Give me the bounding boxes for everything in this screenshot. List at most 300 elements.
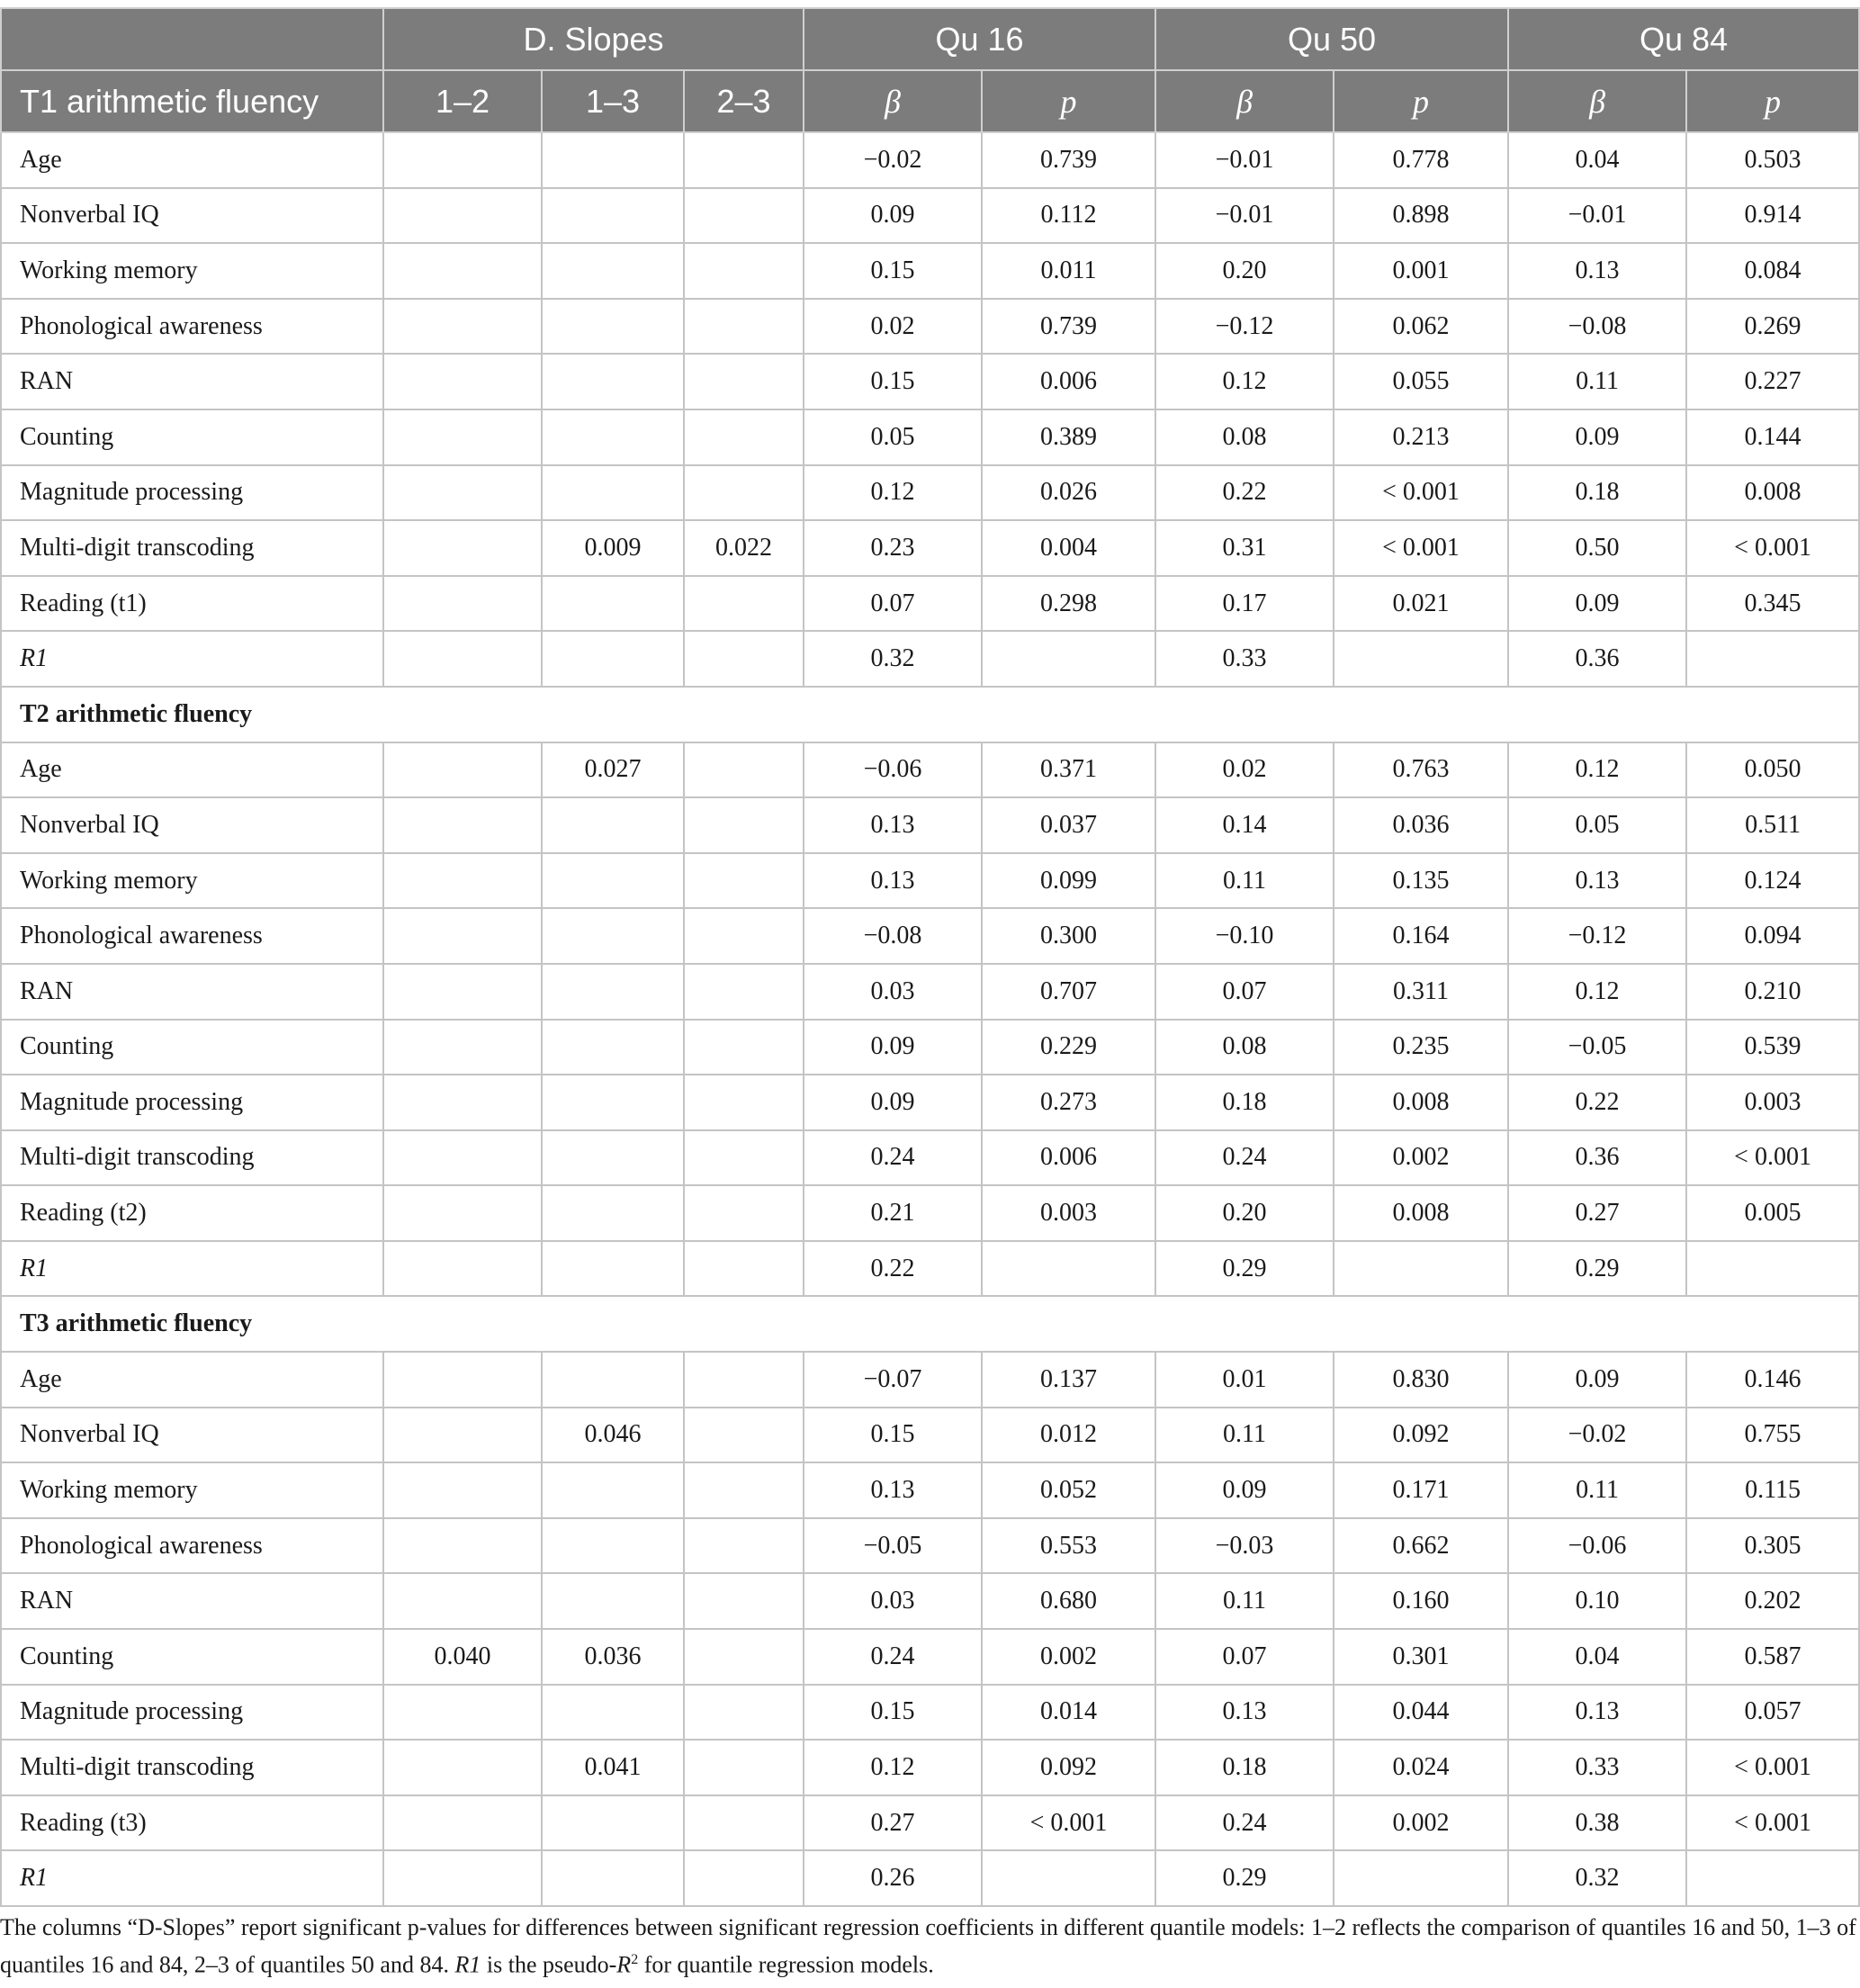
cell-p-qu50 [1334, 1241, 1508, 1297]
cell-slope-1-2 [383, 354, 542, 409]
cell-slope-1-3 [542, 1850, 684, 1906]
cell-p-qu16: 0.300 [982, 908, 1155, 964]
footnote-text-3: for quantile regression models. [638, 1951, 934, 1978]
cell-beta-qu50: 0.33 [1155, 631, 1334, 687]
cell-p-qu50: 0.055 [1334, 354, 1508, 409]
cell-p-qu50: 0.171 [1334, 1462, 1508, 1518]
cell-p-qu16: 0.092 [982, 1740, 1155, 1795]
cell-p-qu16: 0.371 [982, 742, 1155, 798]
cell-p-qu84 [1686, 631, 1859, 687]
cell-slope-1-3 [542, 908, 684, 964]
cell-p-qu16: 0.037 [982, 797, 1155, 853]
cell-beta-qu16: 0.15 [804, 354, 982, 409]
section-heading-row [1, 1296, 1859, 1352]
cell-slope-1-3 [542, 797, 684, 853]
cell-slope-1-2 [383, 1241, 542, 1297]
table-row [1, 465, 1859, 521]
cell-p-qu84: 0.005 [1686, 1185, 1859, 1241]
cell-beta-qu84: 0.13 [1508, 1685, 1686, 1741]
cell-beta-qu16: 0.13 [804, 853, 982, 909]
cell-beta-qu50: 0.11 [1155, 853, 1334, 909]
cell-p-qu50: 0.002 [1334, 1130, 1508, 1186]
cell-p-qu16: 0.006 [982, 1130, 1155, 1186]
cell-beta-qu50: 0.14 [1155, 797, 1334, 853]
cell-beta-qu84: 0.13 [1508, 243, 1686, 299]
cell-slope-1-2 [383, 1740, 542, 1795]
cell-beta-qu50: 0.13 [1155, 1685, 1334, 1741]
header-beta-qu16: β [804, 70, 982, 132]
cell-p-qu50: 0.024 [1334, 1740, 1508, 1795]
cell-p-qu16: 0.298 [982, 576, 1155, 632]
cell-p-qu84: 0.914 [1686, 188, 1859, 244]
row-label: Magnitude processing [1, 1075, 383, 1130]
cell-p-qu84: 0.146 [1686, 1352, 1859, 1408]
cell-p-qu50 [1334, 631, 1508, 687]
table-header [1, 8, 1859, 132]
footnote-sup: 2 [631, 1952, 639, 1967]
header-beta-qu50: β [1155, 70, 1334, 132]
section-heading-row [1, 687, 1859, 742]
table-row [1, 742, 1859, 798]
footnote-text-2: is the pseudo- [481, 1951, 617, 1978]
cell-beta-qu84: 0.11 [1508, 1462, 1686, 1518]
row-label: RAN [1, 964, 383, 1020]
cell-p-qu50: 0.062 [1334, 299, 1508, 355]
cell-beta-qu16: −0.05 [804, 1518, 982, 1574]
cell-p-qu16: 0.002 [982, 1629, 1155, 1685]
table-row [1, 1185, 1859, 1241]
cell-beta-qu84: 0.38 [1508, 1795, 1686, 1851]
cell-p-qu16: 0.229 [982, 1020, 1155, 1075]
cell-slope-1-2 [383, 964, 542, 1020]
cell-beta-qu16: 0.05 [804, 409, 982, 465]
cell-slope-1-2 [383, 797, 542, 853]
cell-slope-1-2 [383, 1462, 542, 1518]
table-row [1, 520, 1859, 576]
cell-slope-1-3 [542, 1795, 684, 1851]
cell-slope-1-3 [542, 465, 684, 521]
cell-beta-qu16: 0.07 [804, 576, 982, 632]
cell-beta-qu16: 0.09 [804, 188, 982, 244]
row-label: Age [1, 132, 383, 188]
cell-p-qu84: < 0.001 [1686, 1795, 1859, 1851]
cell-beta-qu16: 0.22 [804, 1241, 982, 1297]
row-label: Age [1, 742, 383, 798]
cell-slope-1-3 [542, 631, 684, 687]
cell-beta-qu50: 0.18 [1155, 1740, 1334, 1795]
cell-slope-2-3 [684, 1850, 804, 1906]
cell-beta-qu84: −0.01 [1508, 188, 1686, 244]
footnote-text-1: The columns “D-Slopes” report significant p-values for differences between significant regression coefficients in different quantile models: 1–2 reflects the comparison of quantiles 16 and 50, 1–3 of quantiles 16 and 84, 2–3 of quantiles 50 and 84. [0, 1914, 1856, 1978]
table-row [1, 1685, 1859, 1741]
header-qu16: Qu 16 [804, 8, 1155, 70]
cell-beta-qu16: 0.24 [804, 1629, 982, 1685]
cell-beta-qu50: 0.08 [1155, 1020, 1334, 1075]
row-label: Multi-digit transcoding [1, 1130, 383, 1186]
cell-p-qu16: 0.004 [982, 520, 1155, 576]
cell-slope-1-3 [542, 409, 684, 465]
cell-slope-2-3 [684, 1075, 804, 1130]
cell-beta-qu50: 0.24 [1155, 1130, 1334, 1186]
cell-beta-qu50: 0.20 [1155, 243, 1334, 299]
cell-p-qu16: 0.014 [982, 1685, 1155, 1741]
table-container [0, 7, 1858, 1907]
cell-beta-qu50: −0.12 [1155, 299, 1334, 355]
cell-p-qu50: 0.135 [1334, 853, 1508, 909]
cell-p-qu84: 0.210 [1686, 964, 1859, 1020]
regression-table [0, 7, 1860, 1907]
table-row [1, 354, 1859, 409]
cell-slope-2-3 [684, 964, 804, 1020]
cell-slope-1-2 [383, 520, 542, 576]
cell-beta-qu50: −0.03 [1155, 1518, 1334, 1574]
cell-p-qu84: < 0.001 [1686, 1130, 1859, 1186]
table-row [1, 188, 1859, 244]
cell-slope-2-3 [684, 1185, 804, 1241]
cell-slope-2-3 [684, 243, 804, 299]
cell-slope-2-3 [684, 908, 804, 964]
cell-p-qu50: 0.662 [1334, 1518, 1508, 1574]
cell-slope-1-2 [383, 1685, 542, 1741]
cell-p-qu50: 0.164 [1334, 908, 1508, 964]
table-row [1, 1020, 1859, 1075]
row-label: R1 [1, 1850, 383, 1906]
cell-beta-qu84: 0.12 [1508, 742, 1686, 798]
cell-beta-qu84: −0.08 [1508, 299, 1686, 355]
section-title: T3 arithmetic fluency [1, 1296, 1859, 1352]
cell-p-qu84: < 0.001 [1686, 1740, 1859, 1795]
cell-beta-qu50: 0.29 [1155, 1241, 1334, 1297]
cell-beta-qu84: 0.29 [1508, 1241, 1686, 1297]
table-row [1, 908, 1859, 964]
cell-beta-qu84: 0.11 [1508, 354, 1686, 409]
cell-beta-qu16: −0.08 [804, 908, 982, 964]
table-row [1, 243, 1859, 299]
cell-slope-1-3: 0.041 [542, 1740, 684, 1795]
cell-beta-qu16: 0.21 [804, 1185, 982, 1241]
cell-p-qu50: 0.002 [1334, 1795, 1508, 1851]
cell-slope-1-3 [542, 188, 684, 244]
cell-slope-1-2 [383, 1075, 542, 1130]
cell-p-qu16: < 0.001 [982, 1795, 1155, 1851]
cell-beta-qu84: 0.05 [1508, 797, 1686, 853]
footnote-r1: R1 [454, 1951, 481, 1978]
header-empty-cell [1, 8, 383, 70]
table-row [1, 576, 1859, 632]
cell-slope-2-3 [684, 1408, 804, 1463]
cell-p-qu84 [1686, 1850, 1859, 1906]
cell-beta-qu84: 0.18 [1508, 465, 1686, 521]
cell-slope-1-3 [542, 1075, 684, 1130]
table-row [1, 1573, 1859, 1629]
cell-slope-2-3 [684, 1740, 804, 1795]
cell-beta-qu16: 0.09 [804, 1020, 982, 1075]
cell-p-qu16: 0.011 [982, 243, 1155, 299]
cell-p-qu50: 0.778 [1334, 132, 1508, 188]
row-label: Nonverbal IQ [1, 188, 383, 244]
cell-slope-1-2 [383, 188, 542, 244]
cell-p-qu16 [982, 631, 1155, 687]
cell-beta-qu16: 0.26 [804, 1850, 982, 1906]
cell-beta-qu16: 0.27 [804, 1795, 982, 1851]
cell-beta-qu50: 0.01 [1155, 1352, 1334, 1408]
cell-slope-2-3 [684, 299, 804, 355]
cell-beta-qu50: 0.11 [1155, 1573, 1334, 1629]
cell-p-qu50: 0.301 [1334, 1629, 1508, 1685]
cell-beta-qu84: 0.33 [1508, 1740, 1686, 1795]
cell-p-qu50: 0.008 [1334, 1075, 1508, 1130]
table-row [1, 1075, 1859, 1130]
cell-slope-1-3: 0.036 [542, 1629, 684, 1685]
cell-beta-qu16: 0.13 [804, 1462, 982, 1518]
table-row [1, 299, 1859, 355]
cell-slope-1-2 [383, 1518, 542, 1574]
cell-slope-2-3 [684, 1518, 804, 1574]
cell-slope-1-2 [383, 576, 542, 632]
cell-beta-qu50: 0.20 [1155, 1185, 1334, 1241]
cell-p-qu84: 0.539 [1686, 1020, 1859, 1075]
cell-beta-qu50: 0.22 [1155, 465, 1334, 521]
cell-beta-qu84: 0.04 [1508, 1629, 1686, 1685]
cell-p-qu50: 0.763 [1334, 742, 1508, 798]
cell-p-qu84: 0.345 [1686, 576, 1859, 632]
cell-beta-qu16: 0.15 [804, 1685, 982, 1741]
header-p-qu16: p [982, 70, 1155, 132]
cell-p-qu50: 0.092 [1334, 1408, 1508, 1463]
cell-beta-qu84: −0.02 [1508, 1408, 1686, 1463]
cell-beta-qu50: 0.08 [1155, 409, 1334, 465]
table-row [1, 1740, 1859, 1795]
cell-beta-qu50: 0.07 [1155, 1629, 1334, 1685]
header-slope-1-2: 1–2 [383, 70, 542, 132]
table-row [1, 409, 1859, 465]
row-label: Working memory [1, 243, 383, 299]
cell-p-qu50: 0.311 [1334, 964, 1508, 1020]
cell-beta-qu50: 0.31 [1155, 520, 1334, 576]
cell-p-qu84: 0.305 [1686, 1518, 1859, 1574]
cell-p-qu84 [1686, 1241, 1859, 1297]
cell-slope-1-3: 0.027 [542, 742, 684, 798]
cell-beta-qu84: 0.09 [1508, 1352, 1686, 1408]
cell-beta-qu50: 0.29 [1155, 1850, 1334, 1906]
cell-p-qu84: 0.587 [1686, 1629, 1859, 1685]
cell-slope-1-2 [383, 409, 542, 465]
cell-slope-1-3 [542, 354, 684, 409]
footnote-r: R [616, 1951, 632, 1978]
cell-p-qu84: 0.008 [1686, 465, 1859, 521]
cell-beta-qu16: 0.15 [804, 243, 982, 299]
cell-p-qu16 [982, 1850, 1155, 1906]
cell-slope-2-3 [684, 576, 804, 632]
row-label: Working memory [1, 1462, 383, 1518]
header-beta-qu84: β [1508, 70, 1686, 132]
cell-p-qu50 [1334, 1850, 1508, 1906]
cell-p-qu16: 0.112 [982, 188, 1155, 244]
table-row [1, 1130, 1859, 1186]
cell-p-qu50: 0.830 [1334, 1352, 1508, 1408]
cell-p-qu16: 0.006 [982, 354, 1155, 409]
cell-slope-1-3: 0.046 [542, 1408, 684, 1463]
cell-p-qu84: 0.124 [1686, 853, 1859, 909]
cell-beta-qu84: −0.12 [1508, 908, 1686, 964]
table-row [1, 1408, 1859, 1463]
cell-slope-1-2 [383, 631, 542, 687]
cell-p-qu50: < 0.001 [1334, 465, 1508, 521]
cell-p-qu50: 0.044 [1334, 1685, 1508, 1741]
row-label: RAN [1, 354, 383, 409]
cell-beta-qu50: −0.10 [1155, 908, 1334, 964]
cell-beta-qu84: 0.50 [1508, 520, 1686, 576]
table-row [1, 1352, 1859, 1408]
cell-slope-2-3 [684, 797, 804, 853]
cell-p-qu16 [982, 1241, 1155, 1297]
cell-p-qu50: 0.008 [1334, 1185, 1508, 1241]
cell-slope-1-2 [383, 1573, 542, 1629]
cell-beta-qu84: 0.27 [1508, 1185, 1686, 1241]
table-row [1, 1795, 1859, 1851]
cell-p-qu84: 0.202 [1686, 1573, 1859, 1629]
cell-slope-1-2: 0.040 [383, 1629, 542, 1685]
cell-beta-qu16: 0.12 [804, 1740, 982, 1795]
cell-p-qu84: 0.755 [1686, 1408, 1859, 1463]
cell-beta-qu50: 0.07 [1155, 964, 1334, 1020]
cell-slope-1-2 [383, 853, 542, 909]
cell-beta-qu16: 0.24 [804, 1130, 982, 1186]
cell-p-qu50: 0.898 [1334, 188, 1508, 244]
cell-slope-2-3 [684, 1795, 804, 1851]
table-row [1, 964, 1859, 1020]
cell-slope-1-3 [542, 964, 684, 1020]
cell-beta-qu84: 0.12 [1508, 964, 1686, 1020]
header-p-qu84: p [1686, 70, 1859, 132]
cell-slope-2-3 [684, 1130, 804, 1186]
section-title: T2 arithmetic fluency [1, 687, 1859, 742]
cell-slope-1-2 [383, 1130, 542, 1186]
cell-slope-1-2 [383, 1020, 542, 1075]
row-label: Multi-digit transcoding [1, 1740, 383, 1795]
header-d-slopes: D. Slopes [383, 8, 804, 70]
table-footnote [0, 1912, 1858, 1982]
cell-p-qu84: 0.269 [1686, 299, 1859, 355]
cell-beta-qu16: 0.09 [804, 1075, 982, 1130]
cell-slope-2-3 [684, 354, 804, 409]
cell-slope-1-2 [383, 465, 542, 521]
cell-slope-2-3 [684, 1629, 804, 1685]
table-row [1, 1241, 1859, 1297]
cell-beta-qu84: 0.09 [1508, 576, 1686, 632]
table-row [1, 1518, 1859, 1574]
cell-slope-1-3 [542, 132, 684, 188]
cell-slope-1-3 [542, 1518, 684, 1574]
cell-p-qu16: 0.003 [982, 1185, 1155, 1241]
cell-slope-2-3 [684, 742, 804, 798]
cell-beta-qu50: 0.09 [1155, 1462, 1334, 1518]
cell-slope-1-3 [542, 299, 684, 355]
cell-beta-qu50: 0.11 [1155, 1408, 1334, 1463]
cell-beta-qu50: −0.01 [1155, 188, 1334, 244]
table-body [1, 132, 1859, 1906]
table-row [1, 1462, 1859, 1518]
row-label: Nonverbal IQ [1, 797, 383, 853]
cell-p-qu50: 0.213 [1334, 409, 1508, 465]
cell-slope-2-3 [684, 1573, 804, 1629]
cell-slope-2-3 [684, 1462, 804, 1518]
cell-slope-2-3 [684, 1020, 804, 1075]
table-row [1, 132, 1859, 188]
row-label: R1 [1, 1241, 383, 1297]
cell-p-qu50: 0.021 [1334, 576, 1508, 632]
cell-p-qu84: 0.144 [1686, 409, 1859, 465]
row-label: Counting [1, 409, 383, 465]
row-label: RAN [1, 1573, 383, 1629]
cell-beta-qu50: 0.02 [1155, 742, 1334, 798]
cell-slope-2-3 [684, 409, 804, 465]
row-label: Reading (t3) [1, 1795, 383, 1851]
cell-p-qu50: 0.160 [1334, 1573, 1508, 1629]
cell-beta-qu84: 0.36 [1508, 631, 1686, 687]
cell-slope-2-3 [684, 631, 804, 687]
cell-slope-1-2 [383, 1850, 542, 1906]
cell-slope-1-3 [542, 1685, 684, 1741]
cell-beta-qu84: 0.22 [1508, 1075, 1686, 1130]
row-label: Working memory [1, 853, 383, 909]
cell-p-qu16: 0.739 [982, 132, 1155, 188]
cell-slope-1-3 [542, 243, 684, 299]
cell-beta-qu16: 0.12 [804, 465, 982, 521]
cell-slope-1-3 [542, 1462, 684, 1518]
cell-beta-qu84: 0.10 [1508, 1573, 1686, 1629]
cell-slope-2-3 [684, 132, 804, 188]
cell-p-qu16: 0.389 [982, 409, 1155, 465]
cell-p-qu50: 0.036 [1334, 797, 1508, 853]
cell-slope-2-3: 0.022 [684, 520, 804, 576]
cell-beta-qu16: 0.23 [804, 520, 982, 576]
cell-slope-2-3 [684, 853, 804, 909]
cell-beta-qu50: −0.01 [1155, 132, 1334, 188]
row-label: Counting [1, 1629, 383, 1685]
row-label: Counting [1, 1020, 383, 1075]
cell-beta-qu84: 0.32 [1508, 1850, 1686, 1906]
row-label: Age [1, 1352, 383, 1408]
cell-p-qu16: 0.273 [982, 1075, 1155, 1130]
cell-p-qu84: 0.503 [1686, 132, 1859, 188]
cell-slope-1-2 [383, 1185, 542, 1241]
cell-slope-1-3 [542, 1020, 684, 1075]
cell-slope-1-2 [383, 1408, 542, 1463]
cell-beta-qu16: 0.32 [804, 631, 982, 687]
cell-beta-qu16: −0.02 [804, 132, 982, 188]
cell-beta-qu84: −0.06 [1508, 1518, 1686, 1574]
cell-beta-qu16: 0.03 [804, 964, 982, 1020]
header-p-qu50: p [1334, 70, 1508, 132]
cell-p-qu50: 0.235 [1334, 1020, 1508, 1075]
row-label: Phonological awareness [1, 1518, 383, 1574]
cell-beta-qu16: −0.07 [804, 1352, 982, 1408]
cell-beta-qu84: 0.13 [1508, 853, 1686, 909]
cell-beta-qu16: 0.03 [804, 1573, 982, 1629]
cell-p-qu84: 0.115 [1686, 1462, 1859, 1518]
row-label: Magnitude processing [1, 465, 383, 521]
cell-slope-1-2 [383, 1795, 542, 1851]
cell-p-qu84: 0.084 [1686, 243, 1859, 299]
cell-slope-1-2 [383, 1352, 542, 1408]
row-label: Magnitude processing [1, 1685, 383, 1741]
cell-slope-1-2 [383, 742, 542, 798]
cell-slope-2-3 [684, 1685, 804, 1741]
cell-beta-qu84: 0.36 [1508, 1130, 1686, 1186]
cell-slope-2-3 [684, 1352, 804, 1408]
cell-slope-2-3 [684, 1241, 804, 1297]
